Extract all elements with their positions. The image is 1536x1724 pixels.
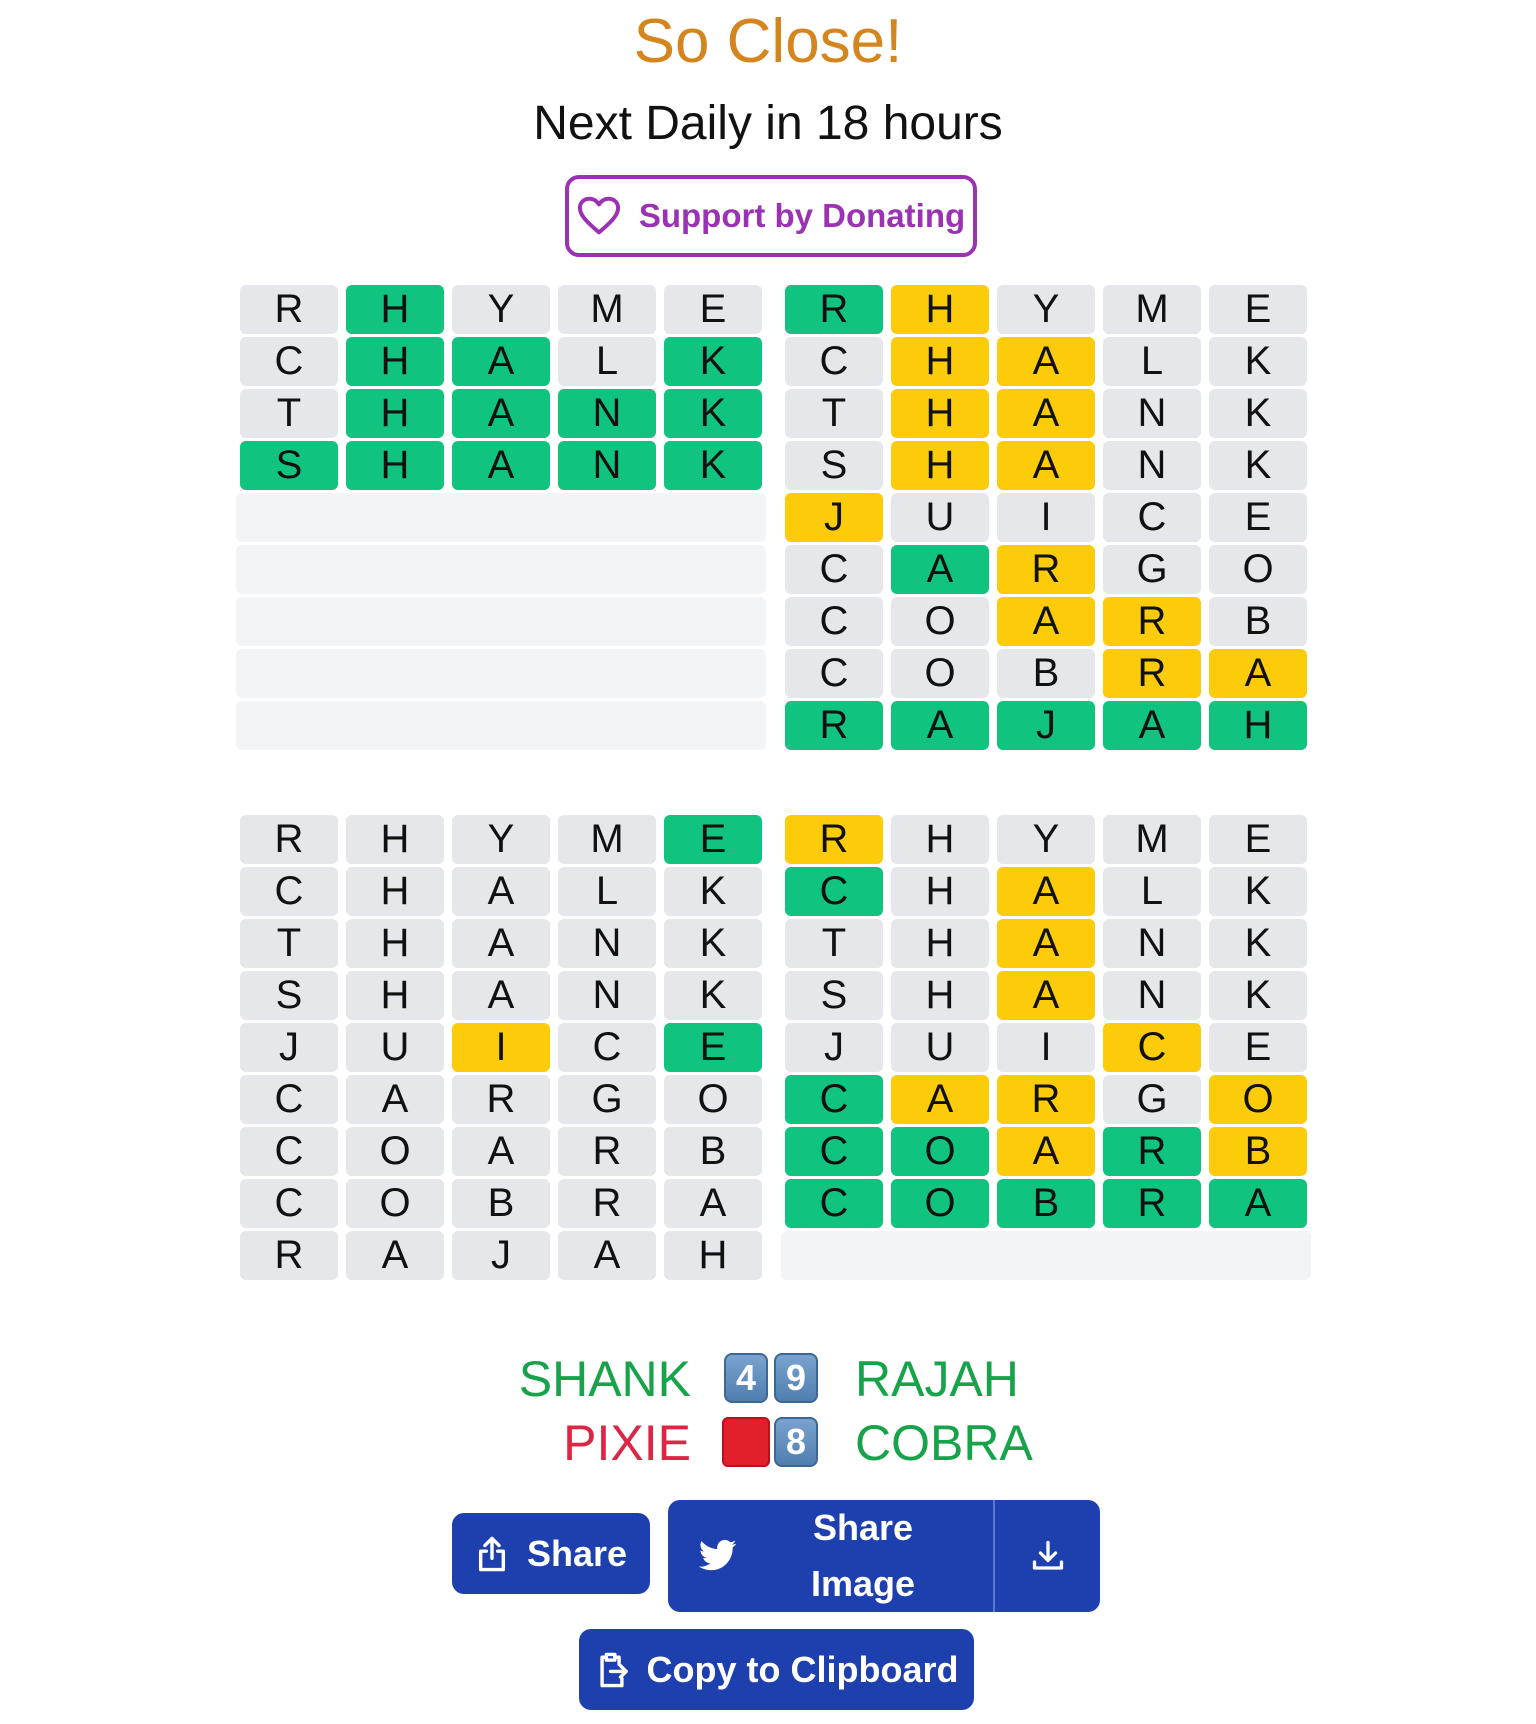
- letter-tile: R: [785, 815, 883, 864]
- letter-tile: E: [1209, 493, 1307, 542]
- letter-tile: S: [785, 971, 883, 1020]
- letter-tile: E: [1209, 815, 1307, 864]
- download-image-button[interactable]: [995, 1500, 1100, 1612]
- letter-tile: R: [997, 1075, 1095, 1124]
- guess-row: [785, 389, 1322, 438]
- letter-tile: O: [346, 1179, 444, 1228]
- letter-tile: A: [558, 1231, 656, 1280]
- letter-tile: K: [664, 867, 762, 916]
- guess-row: [785, 545, 1322, 594]
- guess-row: [785, 919, 1322, 968]
- letter-tile: R: [785, 285, 883, 334]
- letter-tile: C: [240, 1127, 338, 1176]
- letter-tile: H: [891, 919, 989, 968]
- letter-tile: S: [785, 441, 883, 490]
- letter-tile: R: [558, 1179, 656, 1228]
- letter-tile: H: [891, 337, 989, 386]
- letter-tile: O: [891, 649, 989, 698]
- guess-row: [240, 919, 777, 968]
- letter-tile: J: [785, 1023, 883, 1072]
- letter-tile: A: [997, 441, 1095, 490]
- letter-tile: A: [452, 441, 550, 490]
- letter-tile: L: [558, 867, 656, 916]
- letter-tile: N: [1103, 919, 1201, 968]
- clipboard-icon: [595, 1651, 629, 1689]
- guess-row: [785, 493, 1322, 542]
- letter-tile: K: [1209, 337, 1307, 386]
- letter-tile: U: [891, 1023, 989, 1072]
- keycap-4-icon: 4: [724, 1353, 768, 1403]
- letter-tile: H: [891, 285, 989, 334]
- letter-tile: E: [664, 815, 762, 864]
- letter-tile: R: [1103, 1179, 1201, 1228]
- letter-tile: L: [1103, 867, 1201, 916]
- letter-tile: K: [664, 441, 762, 490]
- letter-tile: C: [558, 1023, 656, 1072]
- share-label: Share: [526, 1532, 628, 1574]
- result-title: So Close!: [633, 7, 903, 76]
- letter-tile: S: [240, 971, 338, 1020]
- letter-tile: R: [240, 815, 338, 864]
- keycap-8-icon: 8: [774, 1417, 818, 1467]
- share-image-group: [668, 1500, 1100, 1612]
- letter-tile: H: [1209, 701, 1307, 750]
- letter-tile: C: [240, 867, 338, 916]
- letter-tile: H: [891, 389, 989, 438]
- next-daily-countdown: Next Daily in 18 hours: [533, 97, 1003, 150]
- letter-tile: H: [346, 867, 444, 916]
- letter-tile: N: [558, 919, 656, 968]
- letter-tile: G: [1103, 545, 1201, 594]
- letter-tile: B: [997, 649, 1095, 698]
- guess-row: [240, 285, 777, 334]
- letter-tile: A: [452, 1127, 550, 1176]
- failed-word: PIXIE: [563, 1415, 691, 1471]
- letter-tile: B: [1209, 597, 1307, 646]
- donate-label: Support by Donating: [638, 197, 966, 234]
- letter-tile: H: [346, 337, 444, 386]
- letter-tile: C: [785, 1127, 883, 1176]
- letter-tile: K: [1209, 971, 1307, 1020]
- letter-tile: K: [664, 971, 762, 1020]
- copy-to-clipboard-button[interactable]: [579, 1629, 974, 1710]
- letter-tile: Y: [452, 285, 550, 334]
- letter-tile: A: [452, 867, 550, 916]
- red-square-icon: [722, 1417, 770, 1467]
- letter-tile: A: [452, 919, 550, 968]
- letter-tile: J: [452, 1231, 550, 1280]
- letter-tile: E: [1209, 1023, 1307, 1072]
- letter-tile: C: [1103, 493, 1201, 542]
- letter-tile: C: [785, 649, 883, 698]
- donate-button[interactable]: [565, 175, 977, 257]
- letter-tile: R: [452, 1075, 550, 1124]
- letter-tile: O: [891, 1127, 989, 1176]
- letter-tile: K: [664, 337, 762, 386]
- letter-tile: I: [452, 1023, 550, 1072]
- letter-tile: A: [452, 389, 550, 438]
- empty-row: [236, 545, 766, 594]
- result-row: [0, 1350, 1536, 1410]
- letter-tile: A: [997, 971, 1095, 1020]
- letter-tile: E: [664, 285, 762, 334]
- letter-tile: O: [891, 597, 989, 646]
- letter-tile: C: [785, 597, 883, 646]
- solved-word: COBRA: [855, 1415, 1033, 1471]
- letter-tile: O: [1209, 545, 1307, 594]
- letter-tile: K: [664, 389, 762, 438]
- heart-icon: [577, 196, 621, 236]
- letter-tile: A: [997, 597, 1095, 646]
- guess-row: [785, 441, 1322, 490]
- letter-tile: R: [1103, 597, 1201, 646]
- guess-row: [240, 1179, 777, 1228]
- letter-tile: A: [452, 337, 550, 386]
- letter-tile: R: [785, 701, 883, 750]
- letter-tile: A: [997, 919, 1095, 968]
- share-button[interactable]: [452, 1513, 650, 1594]
- letter-tile: H: [346, 285, 444, 334]
- guess-row: [240, 867, 777, 916]
- share-image-label-line2: Image: [810, 1563, 916, 1604]
- letter-tile: A: [1209, 1179, 1307, 1228]
- letter-tile: R: [997, 545, 1095, 594]
- guess-row: [785, 1023, 1322, 1072]
- letter-tile: O: [1209, 1075, 1307, 1124]
- guess-row: [240, 1075, 777, 1124]
- letter-tile: H: [891, 441, 989, 490]
- guess-row: [785, 597, 1322, 646]
- guess-row: [785, 867, 1322, 916]
- letter-tile: C: [785, 1075, 883, 1124]
- letter-tile: H: [346, 919, 444, 968]
- result-row: [0, 1414, 1536, 1474]
- letter-tile: K: [1209, 919, 1307, 968]
- guess-row: [785, 1075, 1322, 1124]
- solved-word: SHANK: [518, 1351, 691, 1407]
- letter-tile: U: [891, 493, 989, 542]
- letter-tile: N: [1103, 389, 1201, 438]
- empty-row: [781, 1231, 1311, 1280]
- letter-tile: Y: [997, 815, 1095, 864]
- letter-tile: C: [240, 1179, 338, 1228]
- letter-tile: J: [997, 701, 1095, 750]
- letter-tile: O: [346, 1127, 444, 1176]
- guess-row: [785, 337, 1322, 386]
- letter-tile: K: [664, 919, 762, 968]
- solved-word: RAJAH: [855, 1351, 1019, 1407]
- letter-tile: G: [558, 1075, 656, 1124]
- guess-row: [240, 1023, 777, 1072]
- letter-tile: K: [1209, 867, 1307, 916]
- guess-row: [240, 337, 777, 386]
- letter-tile: C: [240, 337, 338, 386]
- letter-tile: C: [785, 337, 883, 386]
- letter-tile: T: [240, 919, 338, 968]
- letter-tile: L: [558, 337, 656, 386]
- letter-tile: I: [997, 493, 1095, 542]
- letter-tile: H: [346, 441, 444, 490]
- letter-tile: A: [997, 337, 1095, 386]
- letter-tile: M: [558, 285, 656, 334]
- empty-row: [236, 493, 766, 542]
- guess-row: [240, 971, 777, 1020]
- letter-tile: A: [891, 1075, 989, 1124]
- letter-tile: E: [1209, 285, 1307, 334]
- letter-tile: N: [558, 389, 656, 438]
- twitter-icon: [698, 1538, 738, 1574]
- letter-tile: B: [997, 1179, 1095, 1228]
- letter-tile: H: [891, 815, 989, 864]
- letter-tile: U: [346, 1023, 444, 1072]
- letter-tile: I: [997, 1023, 1095, 1072]
- letter-tile: T: [240, 389, 338, 438]
- letter-tile: R: [558, 1127, 656, 1176]
- download-icon: [1030, 1538, 1066, 1574]
- letter-tile: R: [1103, 1127, 1201, 1176]
- letter-tile: A: [346, 1231, 444, 1280]
- guess-row: [240, 1231, 777, 1280]
- letter-tile: H: [664, 1231, 762, 1280]
- letter-tile: B: [1209, 1127, 1307, 1176]
- empty-row: [236, 649, 766, 698]
- empty-row: [236, 597, 766, 646]
- share-image-button[interactable]: [668, 1500, 993, 1612]
- copy-label: Copy to Clipboard: [646, 1648, 959, 1690]
- letter-tile: K: [1209, 389, 1307, 438]
- letter-tile: A: [997, 867, 1095, 916]
- letter-tile: A: [1103, 701, 1201, 750]
- empty-row: [236, 701, 766, 750]
- guess-row: [785, 1127, 1322, 1176]
- guess-row: [240, 441, 777, 490]
- guess-row: [785, 1179, 1322, 1228]
- letter-tile: A: [997, 389, 1095, 438]
- share-icon: [475, 1535, 509, 1573]
- guess-row: [240, 1127, 777, 1176]
- letter-tile: T: [785, 919, 883, 968]
- letter-tile: T: [785, 389, 883, 438]
- letter-tile: A: [891, 701, 989, 750]
- guess-row: [785, 701, 1322, 750]
- guess-row: [785, 815, 1322, 864]
- guess-row: [785, 649, 1322, 698]
- letter-tile: R: [240, 1231, 338, 1280]
- letter-tile: N: [1103, 441, 1201, 490]
- letter-tile: E: [664, 1023, 762, 1072]
- letter-tile: M: [1103, 815, 1201, 864]
- letter-tile: R: [1103, 649, 1201, 698]
- letter-tile: A: [1209, 649, 1307, 698]
- letter-tile: O: [664, 1075, 762, 1124]
- letter-tile: H: [891, 971, 989, 1020]
- letter-tile: A: [346, 1075, 444, 1124]
- letter-tile: Y: [997, 285, 1095, 334]
- letter-tile: H: [346, 971, 444, 1020]
- letter-tile: B: [452, 1179, 550, 1228]
- letter-tile: N: [1103, 971, 1201, 1020]
- letter-tile: H: [891, 867, 989, 916]
- letter-tile: M: [558, 815, 656, 864]
- guess-row: [785, 285, 1322, 334]
- letter-tile: J: [240, 1023, 338, 1072]
- letter-tile: M: [1103, 285, 1201, 334]
- letter-tile: A: [997, 1127, 1095, 1176]
- keycap-9-icon: 9: [774, 1353, 818, 1403]
- letter-tile: Y: [452, 815, 550, 864]
- letter-tile: O: [891, 1179, 989, 1228]
- letter-tile: K: [1209, 441, 1307, 490]
- letter-tile: J: [785, 493, 883, 542]
- guess-row: [785, 971, 1322, 1020]
- letter-tile: N: [558, 441, 656, 490]
- letter-tile: A: [452, 971, 550, 1020]
- letter-tile: G: [1103, 1075, 1201, 1124]
- letter-tile: R: [240, 285, 338, 334]
- guess-row: [240, 815, 777, 864]
- letter-tile: S: [240, 441, 338, 490]
- letter-tile: C: [240, 1075, 338, 1124]
- letter-tile: L: [1103, 337, 1201, 386]
- letter-tile: H: [346, 815, 444, 864]
- letter-tile: B: [664, 1127, 762, 1176]
- letter-tile: N: [558, 971, 656, 1020]
- letter-tile: C: [1103, 1023, 1201, 1072]
- guess-row: [240, 389, 777, 438]
- letter-tile: A: [664, 1179, 762, 1228]
- letter-tile: C: [785, 867, 883, 916]
- letter-tile: C: [785, 1179, 883, 1228]
- letter-tile: H: [346, 389, 444, 438]
- share-image-label-line1: Share: [812, 1507, 914, 1548]
- letter-tile: A: [891, 545, 989, 594]
- letter-tile: C: [785, 545, 883, 594]
